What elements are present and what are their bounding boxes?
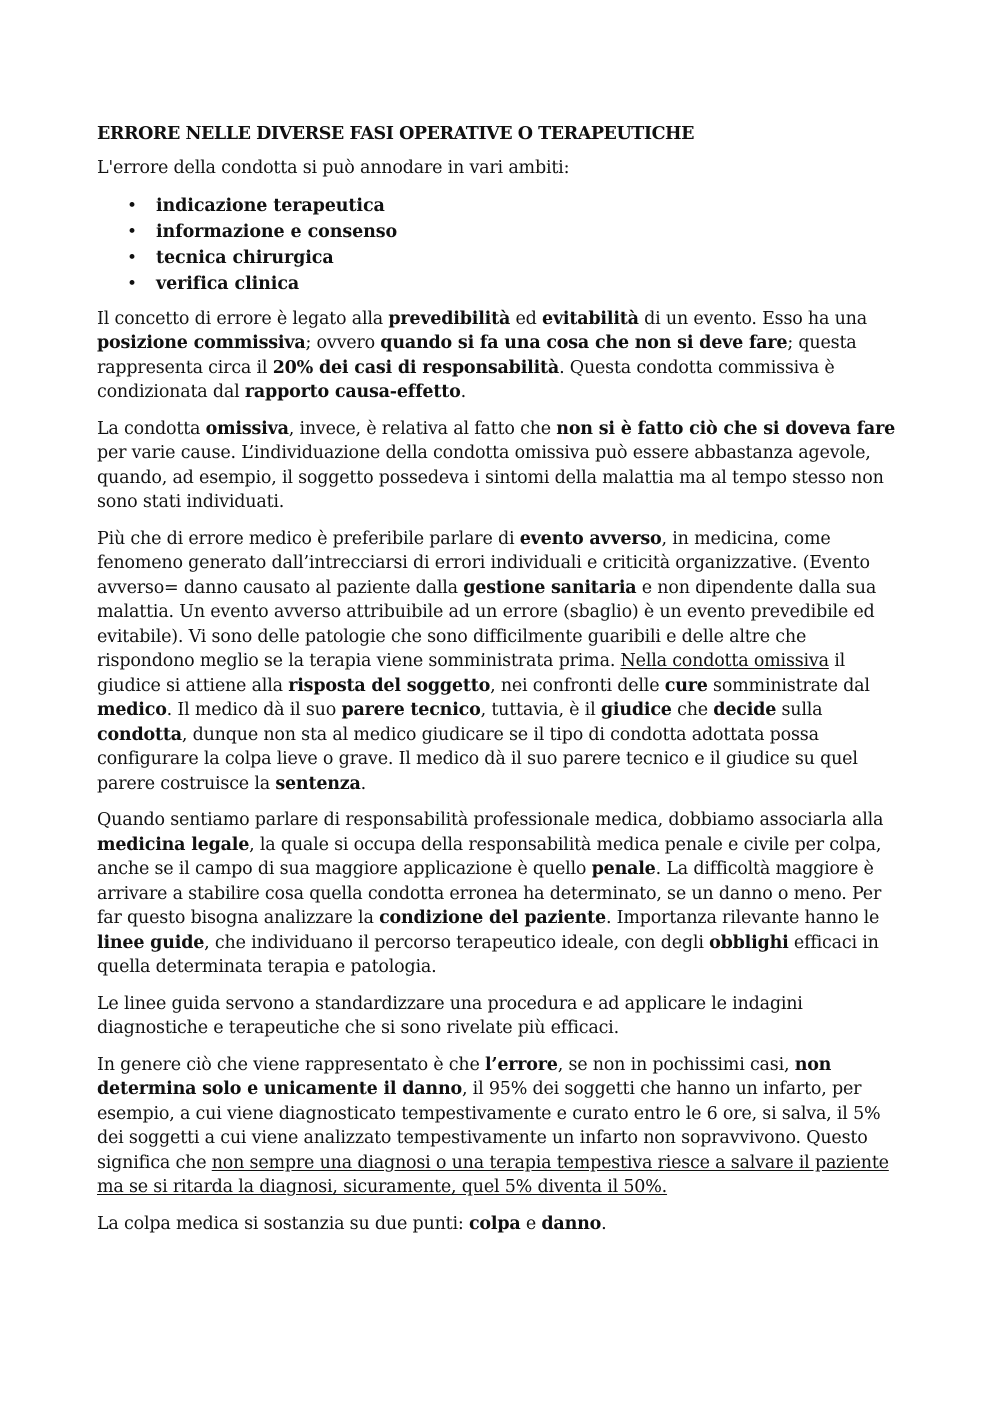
- text-run: Quando sentiamo parlare di responsabilità professionale medica, dobbiamo associarla alla: [97, 810, 884, 830]
- text-run: ed: [510, 308, 543, 329]
- bold-text: condotta: [97, 724, 182, 745]
- bold-text: l’errore: [484, 1054, 558, 1075]
- bold-text: evitabilità: [542, 308, 639, 329]
- bold-text: medicina legale: [97, 834, 250, 855]
- paragraph-medicina-legale: [97, 808, 904, 980]
- text-run: , invece, è relativa al fatto che: [288, 418, 557, 439]
- text-run: , la quale si occupa della responsabilità medica penale e civile per colpa, anche se il campo di sua maggiore applicazione è quello: [97, 834, 882, 879]
- bold-text: giudice: [600, 700, 672, 720]
- bold-text: condizione del paziente: [379, 908, 606, 928]
- text-run: La colpa medica si sostanzia su due punti:: [97, 1213, 469, 1234]
- list-item: • indicazione terapeutica: [156, 193, 904, 219]
- bold-text: colpa: [468, 1213, 521, 1234]
- bold-text: obblighi: [709, 932, 789, 953]
- document-title: ERRORE NELLE DIVERSE FASI OPERATIVE O TERAPEUTICHE: [97, 124, 695, 144]
- text-run: il giudice si attiene alla: [97, 651, 845, 696]
- text-run: .: [360, 773, 367, 794]
- text-run: , se non in pochissimi casi,: [557, 1054, 795, 1075]
- text-run: , tuttavia, è il: [480, 700, 601, 720]
- bold-text: rapporto causa-effetto: [244, 382, 461, 402]
- bold-text: cure: [664, 675, 708, 696]
- paragraph-evento-avverso: [97, 527, 904, 797]
- list-item: • verifica clinica: [156, 271, 904, 297]
- text-run: sulla: [776, 700, 823, 720]
- bold-text: penale: [591, 859, 656, 879]
- bold-text: sentenza: [275, 773, 361, 794]
- text-run: La condotta: [97, 418, 206, 439]
- intro-paragraph: L'errore della condotta si può annodare in vari ambiti:: [97, 158, 570, 178]
- text-run: . Questa condotta commissiva è condizionata dal: [97, 357, 835, 402]
- bold-text: prevedibilità: [388, 308, 511, 329]
- bold-text: gestione sanitaria: [463, 577, 637, 598]
- bold-text: 20% dei casi di responsabilità: [272, 357, 560, 378]
- bold-text: linee guide: [97, 932, 205, 953]
- list-item: • informazione e consenso: [156, 219, 904, 245]
- text-run: di un evento. Esso ha una: [638, 308, 867, 329]
- paragraph-errore-danno: [97, 1053, 904, 1200]
- bold-text: parere tecnico: [341, 700, 481, 720]
- bold-text: omissiva: [205, 418, 289, 439]
- text-run: e: [520, 1213, 542, 1234]
- text-run: , in medicina, come fenomeno generato dall’intrecciarsi di errori individuali e criticità organizzative. (Evento avverso= danno causato al paziente dalla: [97, 528, 870, 598]
- bold-text: decide: [713, 700, 777, 720]
- text-run: per varie cause. L’individuazione della condotta omissiva può essere abbastanza agevole, quando, ad esempio, il soggetto possedeva i sintomi della malattia ma al tempo stesso non sono stati individuati.: [97, 443, 884, 512]
- text-run: . Importanza rilevante hanno le: [605, 908, 880, 928]
- bold-text: risposta del soggetto: [288, 675, 491, 696]
- underlined-text: Nella condotta omissiva: [620, 651, 829, 671]
- ambiti-list: [97, 193, 904, 297]
- paragraph-colpa-medica: [97, 1212, 904, 1237]
- text-run: In genere ciò che viene rappresentato è che: [97, 1054, 485, 1075]
- text-run: efficaci in quella determinata terapia e patologia.: [97, 932, 879, 977]
- bold-text: danno: [541, 1213, 602, 1234]
- text-run: e non dipendente dalla sua malattia. Un evento avverso attribuibile ad un errore (sbaglio) è un evento prevedibile ed evitabile). Vi sono delle patologie che sono difficilmente guaribili e delle altre che rispondono meglio se la terapia viene somministrata prima.: [97, 577, 877, 671]
- text-run: . Il medico dà il suo: [166, 700, 342, 720]
- bold-text: non si è fatto ciò che si doveva fare: [556, 418, 896, 439]
- text-run: .: [460, 382, 466, 402]
- underlined-text: non sempre una diagnosi o una terapia tempestiva riesce a salvare il paziente ma se si ritarda la diagnosi, sicuramente, quel 5% diventa il 50%.: [97, 1152, 889, 1197]
- text-run: Il concetto di errore è legato alla: [97, 308, 389, 329]
- text-run: somministrate dal: [707, 675, 870, 696]
- paragraph-condotta-omissiva: [97, 417, 904, 515]
- text-run: , che individuano il percorso terapeutico ideale, con degli: [204, 932, 710, 953]
- text-run: Le linee guida servono a standardizzare una procedura e ad applicare le indagini diagnostiche e terapeutiche che si sono rivelate più efficaci.: [97, 993, 803, 1038]
- text-run: ; ovvero: [305, 333, 381, 353]
- list-item: • tecnica chirurgica: [156, 245, 904, 271]
- bold-text: medico: [97, 700, 167, 720]
- text-run: ; questa rappresenta circa il: [97, 333, 857, 378]
- bold-text: quando si fa una cosa che non si deve fare: [380, 333, 788, 353]
- text-run: , dunque non sta al medico giudicare se il tipo di condotta adottata possa configurare la colpa lieve o grave. Il medico dà il suo parere tecnico e il giudice su quel parere costruisce la: [97, 724, 858, 794]
- text-run: . La difficoltà maggiore è arrivare a stabilire cosa quella condotta erronea ha determinato, se un danno o meno. Per far questo bisogna analizzare la: [97, 859, 882, 928]
- bold-text: non determina solo e unicamente il danno: [97, 1054, 832, 1099]
- text-run: , il 95% dei soggetti che hanno un infarto, per esempio, a cui viene diagnosticato tempestivamente e curato entro le 6 ore, si salva, il 5% dei soggetti a cui viene analizzato tempestivamente un infarto non sopravvivono. Questo significa che: [97, 1079, 881, 1173]
- text-run: , nei confronti delle: [490, 675, 665, 696]
- text-run: Più che di errore medico è preferibile parlare di: [97, 528, 520, 549]
- bold-text: evento avverso: [519, 528, 662, 549]
- bold-text: posizione commissiva: [97, 333, 306, 353]
- paragraph-linee-guida: [97, 992, 904, 1041]
- text-run: .: [601, 1213, 607, 1234]
- text-run: che: [671, 700, 714, 720]
- paragraph-prevedibilita: [97, 307, 904, 405]
